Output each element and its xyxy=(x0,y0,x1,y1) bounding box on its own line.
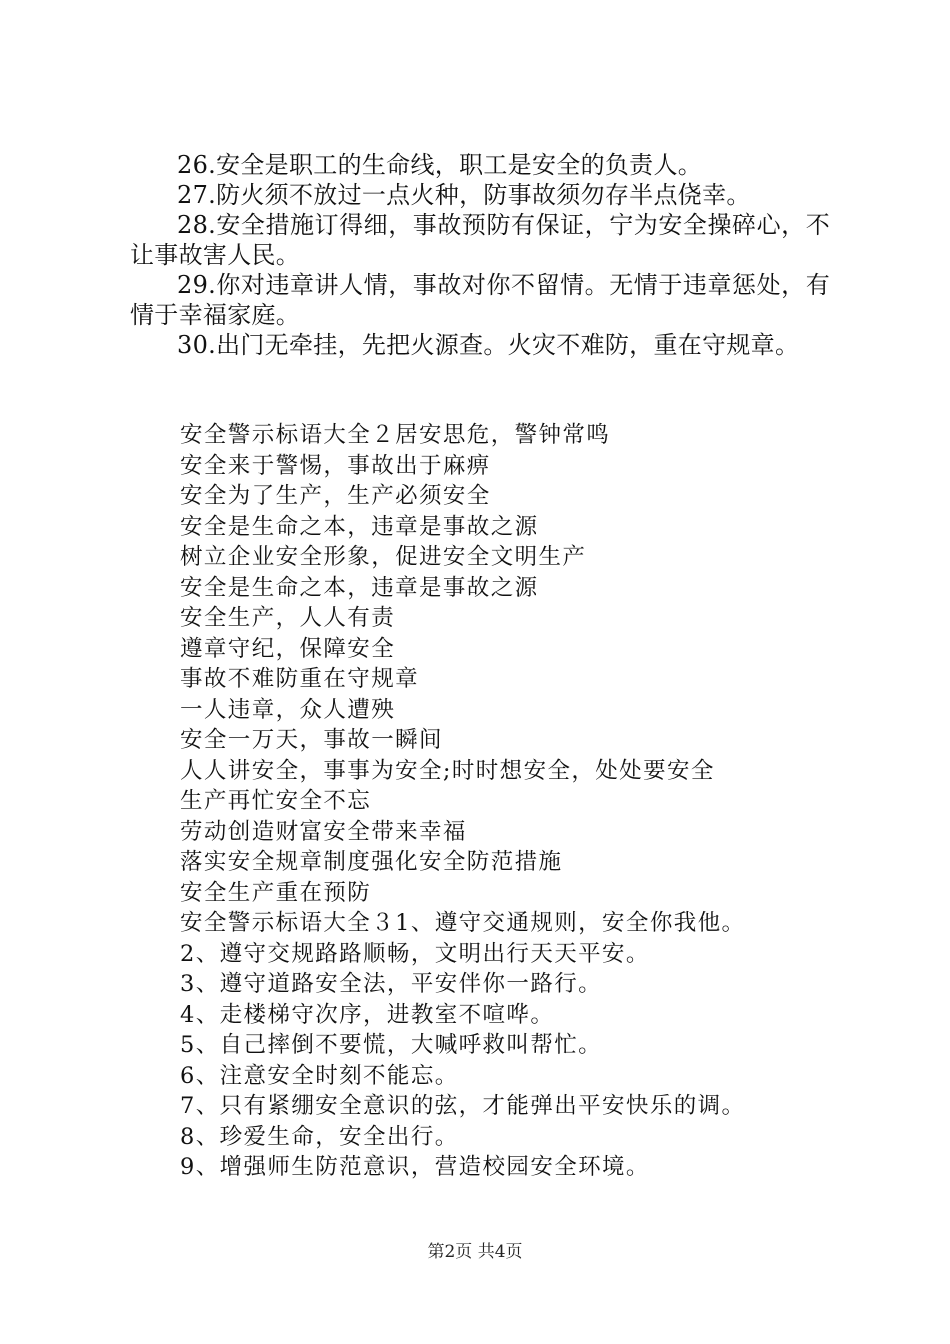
slogan-line: 安全警示标语大全２居安思危，警钟常鸣 xyxy=(180,422,611,448)
slogan-line: 安全是生命之本，违章是事故之源 xyxy=(180,574,539,601)
slogan-line: 事故不难防重在守规章 xyxy=(180,666,420,692)
slogan-line: 安全一万天，事故一瞬间 xyxy=(180,727,443,753)
slogan-line: 遵章守纪，保障安全 xyxy=(180,635,396,662)
slogan-line: 8、珍爱生命，安全出行。 xyxy=(180,1123,459,1150)
numbered-slogan-list xyxy=(130,150,830,360)
slogan-line: 6、注意安全时刻不能忘。 xyxy=(180,1062,459,1089)
slogan-line: 安全来于警惕，事故出于麻痹 xyxy=(180,452,491,479)
slogan-line: 安全为了生产，生产必须安全 xyxy=(180,483,491,509)
slogan-line: 树立企业安全形象，促进安全文明生产 xyxy=(180,544,587,570)
slogan-line: 一人违章，众人遭殃 xyxy=(180,696,396,723)
slogan-line: 9、增强师生防范意识，营造校园安全环境。 xyxy=(180,1154,650,1180)
numbered-item: 30.出门无牵挂，先把火源查。火灾不难防，重在守规章。 xyxy=(177,331,800,359)
slogan-line: 5、自己摔倒不要慌，大喊呼救叫帮忙。 xyxy=(180,1032,603,1058)
slogan-line: 安全生产重在预防 xyxy=(180,879,372,906)
slogan-line: 安全是生命之本，违章是事故之源 xyxy=(180,513,539,540)
page-number-label: 第2页 共4页 xyxy=(427,1242,523,1262)
slogan-list xyxy=(180,420,745,1183)
slogan-line: 安全警示标语大全３1、遵守交通规则，安全你我他。 xyxy=(180,910,746,936)
numbered-item: 26.安全是职工的生命线，职工是安全的负责人。 xyxy=(177,151,703,179)
numbered-item: 29.你对违章讲人情，事故对你不留情。无情于违章惩处，有情于幸福家庭。 xyxy=(130,271,830,329)
slogan-line: 劳动创造财富安全带来幸福 xyxy=(180,818,467,845)
slogan-line: 4、走楼梯守次序，进教室不喧哗。 xyxy=(180,1001,555,1028)
slogan-line: 2、遵守交规路路顺畅，文明出行天天平安。 xyxy=(180,940,650,967)
slogan-line: 生产再忙安全不忘 xyxy=(180,788,372,814)
numbered-item: 27.防火须不放过一点火种，防事故须勿存半点侥幸。 xyxy=(177,181,751,209)
slogan-line: 7、只有紧绷安全意识的弦，才能弹出平安快乐的调。 xyxy=(180,1093,746,1119)
slogan-line: 人人讲安全，事事为安全;时时想安全，处处要安全 xyxy=(180,757,715,784)
numbered-item: 28.安全措施订得细，事故预防有保证，宁为安全操碎心，不让事故害人民。 xyxy=(130,211,830,269)
slogan-line: 3、遵守道路安全法，平安伴你一路行。 xyxy=(180,971,603,997)
slogan-line: 安全生产，人人有责 xyxy=(180,605,396,631)
slogan-line: 落实安全规章制度强化安全防范措施 xyxy=(180,849,563,875)
page-footer xyxy=(0,1241,950,1263)
